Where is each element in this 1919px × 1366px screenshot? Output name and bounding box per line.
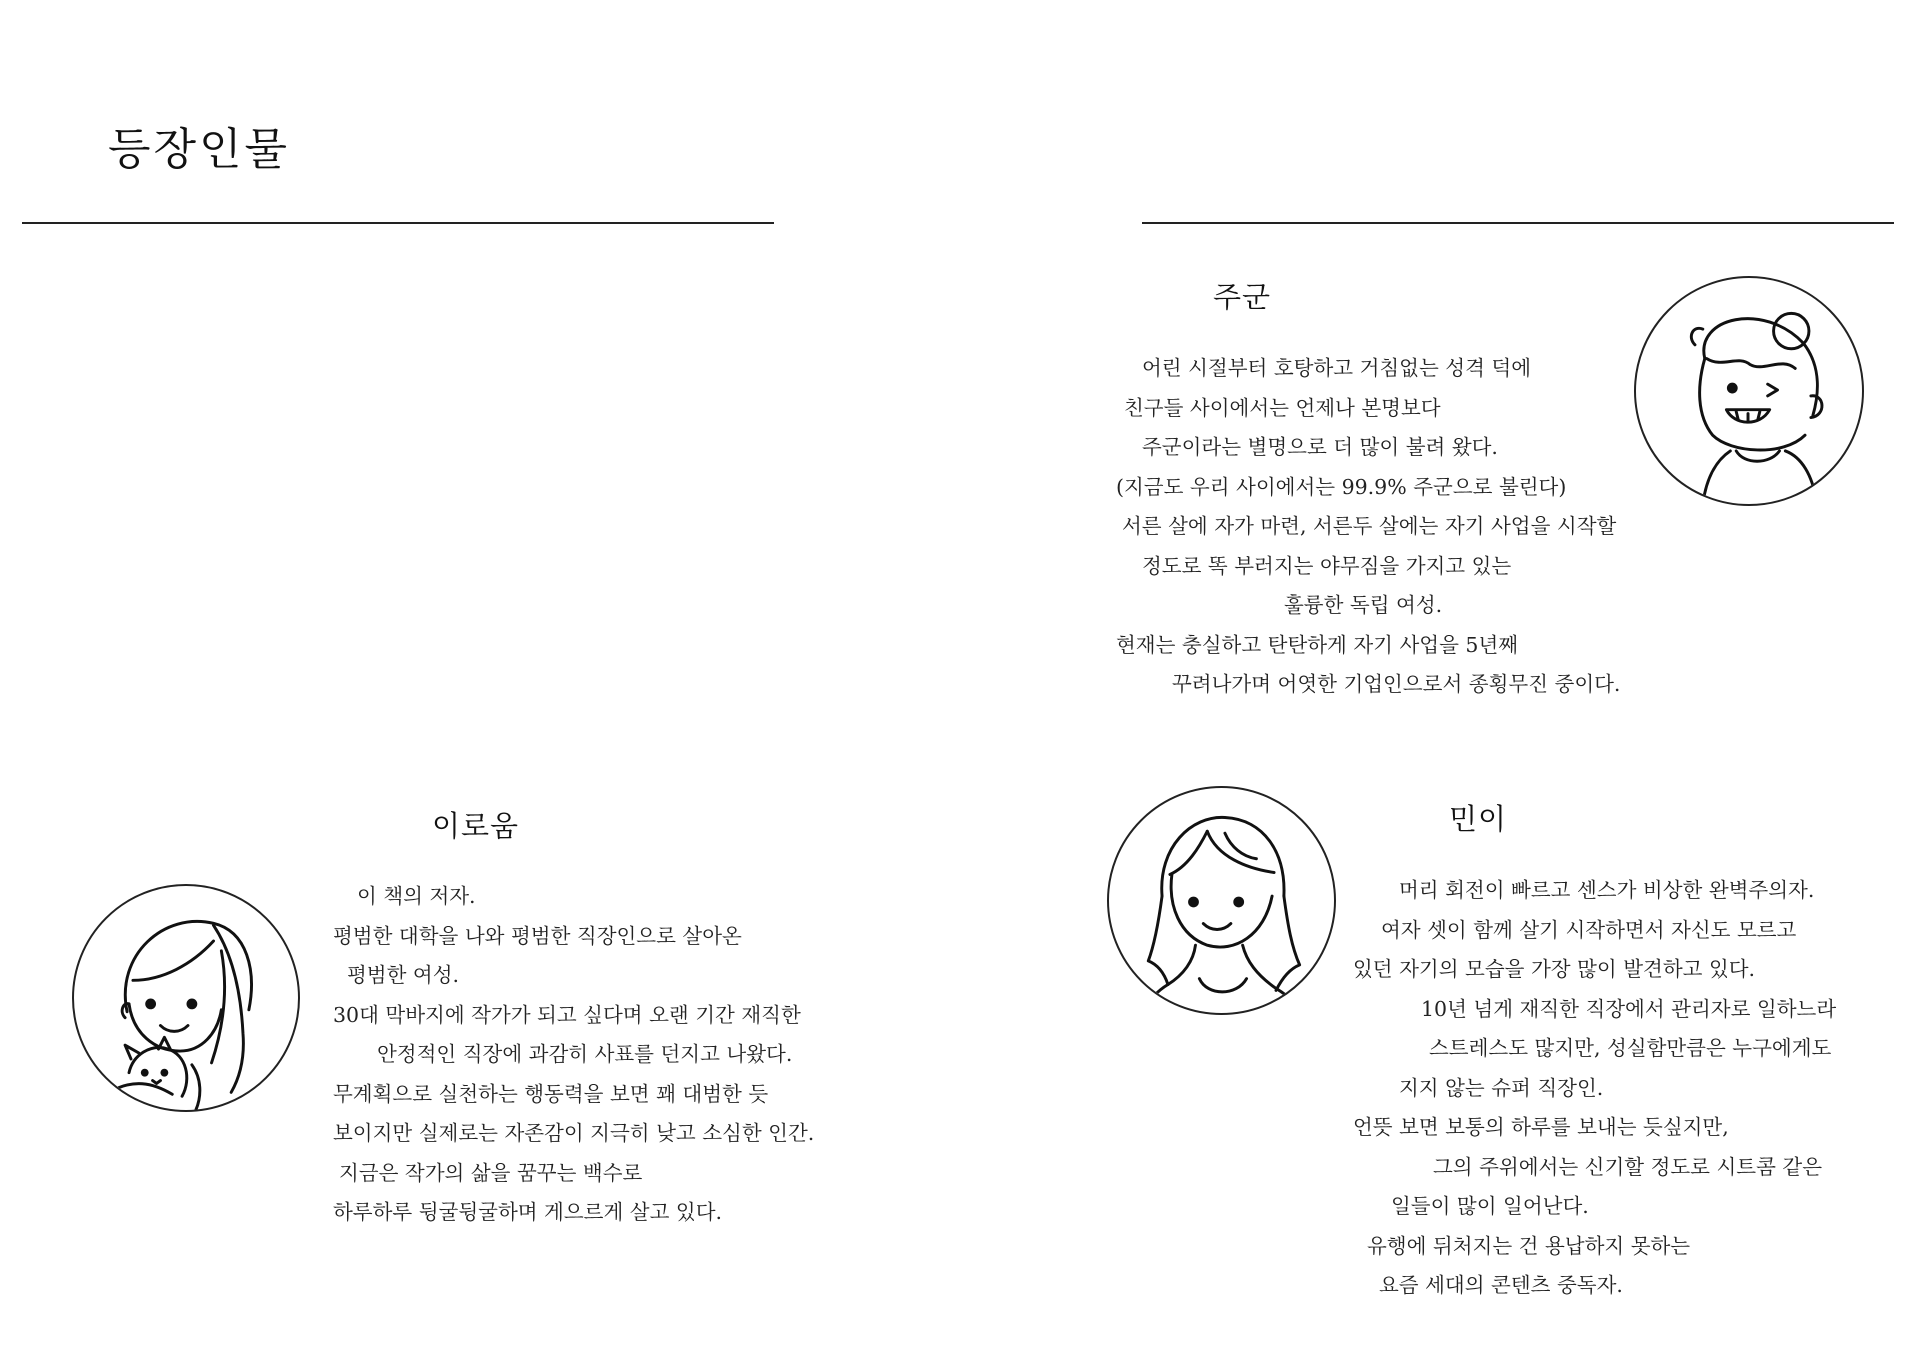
description-line: 주군이라는 별명으로 더 많이 불려 왔다. <box>1142 435 1498 459</box>
description-line: 정도로 똑 부러지는 야무짐을 가지고 있는 <box>1142 553 1512 578</box>
description-line: 여자 셋이 함께 살기 시작하면서 자신도 모르고 <box>1381 917 1797 942</box>
description-line: 지금은 작가의 삶을 꿈꾸는 백수로 <box>339 1160 643 1185</box>
description-line: 평범한 여성. <box>347 963 460 987</box>
description-line: 현재는 충실하고 탄탄하게 자기 사업을 5년째 <box>1116 632 1519 657</box>
description-line: 요즘 세대의 콘텐츠 중독자. <box>1379 1273 1623 1297</box>
page-title: 등장인물 <box>108 124 291 175</box>
description-line: 머리 회전이 빠르고 센스가 비상한 완벽주의자. <box>1399 878 1815 902</box>
description-line: 어린 시절부터 호탕하고 거침없는 성격 덕에 <box>1142 356 1532 380</box>
description-line: 30대 막바지에 작가가 되고 싶다며 오랜 기간 재직한 <box>333 1002 801 1027</box>
description-line: 평범한 대학을 나와 평범한 직장인으로 살아온 <box>333 923 742 948</box>
character-name-jugun: 주군 <box>1213 280 1272 314</box>
description-line: 보이지만 실제로는 자존감이 지극히 낮고 소심한 인간. <box>333 1121 815 1145</box>
description-line: 스트레스도 많지만, 성실함만큼은 누구에게도 <box>1429 1036 1832 1060</box>
description-line: 친구들 사이에서는 언제나 본명보다 <box>1124 395 1441 420</box>
character-description-jugun <box>1110 349 1620 705</box>
right-divider <box>1142 222 1894 224</box>
description-line: 하루하루 뒹굴뒹굴하며 게으르게 살고 있다. <box>333 1200 723 1224</box>
description-line: 그의 주위에서는 신기할 정도로 시트콤 같은 <box>1433 1154 1823 1179</box>
character-description-mini <box>1353 871 1836 1306</box>
description-line: (지금도 우리 사이에서는 99.9% 주군으로 불린다) <box>1116 474 1567 499</box>
description-line: 일들이 많이 일어난다. <box>1391 1194 1589 1218</box>
girl-with-hair-bun-portrait-icon <box>1636 278 1862 504</box>
portrait-iroum <box>72 884 300 1112</box>
character-description-iroum <box>333 877 814 1233</box>
portrait-jugun <box>1634 276 1864 506</box>
character-name-mini: 민이 <box>1449 802 1508 836</box>
portrait-mini <box>1107 786 1336 1015</box>
description-line: 안정적인 직장에 과감히 사표를 던지고 나왔다. <box>377 1042 793 1066</box>
description-line: 꾸려나가며 어엿한 기업인으로서 종횡무진 중이다. <box>1172 672 1621 696</box>
description-line: 지지 않는 슈퍼 직장인. <box>1399 1075 1604 1100</box>
character-name-iroum: 이로움 <box>432 809 520 843</box>
description-line: 10년 넘게 재직한 직장에서 관리자로 일하느라 <box>1421 996 1837 1021</box>
description-line: 유행에 뒤처지는 건 용납하지 못하는 <box>1367 1233 1691 1258</box>
description-line: 있던 자기의 모습을 가장 많이 발견하고 있다. <box>1353 957 1756 981</box>
description-line: 언뜻 보면 보통의 하루를 보내는 듯싶지만, <box>1353 1115 1729 1139</box>
description-line: 훌륭한 독립 여성. <box>1284 593 1443 617</box>
description-line: 이 책의 저자. <box>357 884 476 908</box>
description-line: 무계획으로 실천하는 행동력을 보면 꽤 대범한 듯 <box>333 1081 769 1106</box>
description-line: 서른 살에 자가 마련, 서른두 살에는 자기 사업을 시작할 <box>1122 514 1617 538</box>
woman-holding-cat-portrait-icon <box>74 886 298 1110</box>
left-divider <box>22 222 774 224</box>
long-haired-woman-portrait-icon <box>1109 788 1334 1013</box>
